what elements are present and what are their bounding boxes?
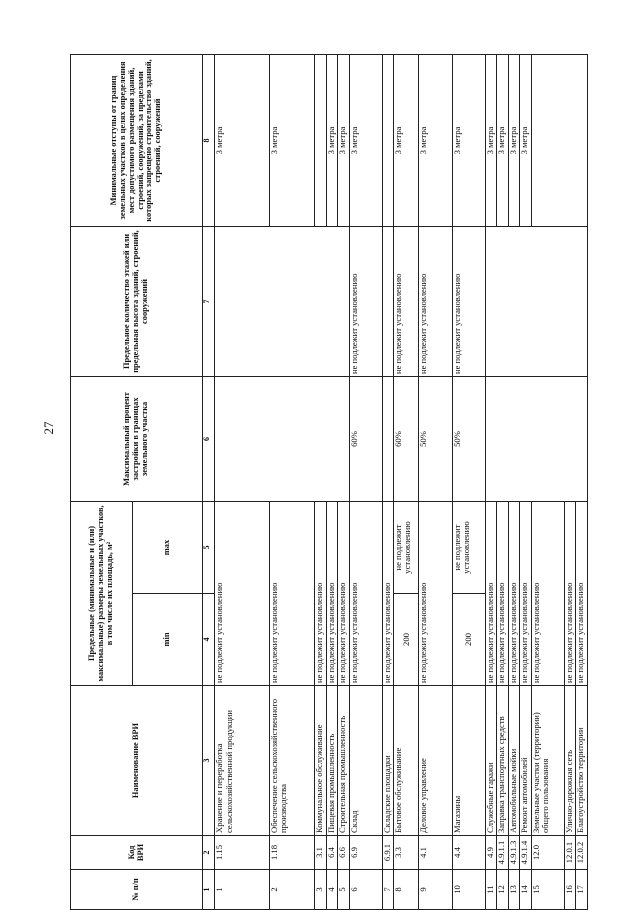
row-num: 12: [497, 870, 508, 910]
row-area: не подлежит установлению: [419, 502, 452, 686]
index-cell: 6: [203, 377, 215, 502]
row-max: не подлежит установлению: [394, 502, 419, 594]
row-area: не подлежит установлению: [485, 502, 496, 686]
row-area: не подлежит установлению: [315, 502, 326, 686]
row-max: не подлежит установлению: [452, 502, 485, 594]
row-coverage: [382, 377, 393, 502]
row-floors: не подлежит установлению: [394, 227, 419, 377]
row-min: 200: [452, 594, 485, 686]
table-row: [382, 55, 393, 910]
row-area: не подлежит установлению: [349, 502, 382, 686]
row-floors: не подлежит установлению: [349, 227, 382, 377]
index-cell: 5: [203, 502, 215, 594]
row-area: не подлежит установлению: [497, 502, 508, 686]
row-setback: 3 метра: [349, 55, 382, 227]
row-coverage: 60%: [394, 377, 419, 502]
row-num: 6: [349, 870, 382, 910]
row-num: 5: [338, 870, 349, 910]
row-name: Бытовое обслуживание: [394, 686, 419, 836]
row-name: Автомобильные мойки: [508, 686, 519, 836]
header-setback: Минимальные отступы от границ земельных участков в целях определения мест допустимого размещения зданий, строений, сооружений, за пределами которых запрещено строительство зданий, строений, сооружений: [71, 55, 203, 227]
table-row: [485, 55, 496, 910]
row-num: 14: [520, 870, 531, 910]
row-floors: не подлежит установлению: [419, 227, 452, 377]
row-area: не подлежит установлению: [338, 502, 349, 686]
row-code: 4.9.1.1: [497, 836, 508, 870]
row-code: 12.0.2: [576, 836, 588, 870]
row-num: 9: [419, 870, 452, 910]
row-setback: [382, 55, 393, 227]
row-num: 13: [508, 870, 519, 910]
index-cell: 4: [203, 594, 215, 686]
row-name: Строительная промышленность: [338, 686, 349, 836]
row-setback: [315, 55, 326, 227]
row-num: 2: [269, 870, 315, 910]
index-cell: 3: [203, 686, 215, 836]
row-code: 12.0: [531, 836, 564, 870]
row-floors: [382, 227, 393, 377]
row-area: не подлежит установлению: [269, 502, 315, 686]
row-area: не подлежит установлению: [382, 502, 393, 686]
index-cell: 1: [203, 870, 215, 910]
row-setback: 3 метра: [419, 55, 452, 227]
header-num: № п/п: [71, 870, 203, 910]
row-code: 4.1: [419, 836, 452, 870]
row-name: Склад: [349, 686, 382, 836]
row-coverage: [485, 377, 587, 502]
row-name: Земельные участки (территории) общего пользования: [531, 686, 564, 836]
row-num: 16: [565, 870, 576, 910]
row-code: 3.3: [394, 836, 419, 870]
row-min: 200: [394, 594, 419, 686]
row-setback: [531, 55, 587, 227]
row-name: Пищевая промышленность: [326, 686, 337, 836]
row-area: не подлежит установлению: [565, 502, 576, 686]
table-row: [419, 55, 452, 910]
row-code: 6.9: [349, 836, 382, 870]
row-name: Деловое управление: [419, 686, 452, 836]
row-setback: 3 метра: [326, 55, 337, 227]
header-name: Наименование ВРИ: [71, 686, 203, 836]
page-number: 27: [41, 421, 56, 435]
row-num: 3: [315, 870, 326, 910]
header-floors: Предельное количество этажей или предельная высота зданий, строений, сооружений: [71, 227, 203, 377]
index-cell: 7: [203, 227, 215, 377]
row-code: 12.0.1: [565, 836, 576, 870]
row-num: 11: [485, 870, 496, 910]
row-setback: 3 метра: [497, 55, 508, 227]
row-num: 8: [394, 870, 419, 910]
header-code: Код ВРИ: [71, 836, 203, 870]
row-num: 15: [531, 870, 564, 910]
row-setback: 3 метра: [520, 55, 531, 227]
row-coverage: 60%: [349, 377, 382, 502]
row-name: Благоустройство территории: [576, 686, 588, 836]
table-row: [215, 55, 269, 910]
row-num: 17: [576, 870, 588, 910]
rotated-table-sheet: [70, 55, 588, 910]
row-name: Хранение и переработка сельскохозяйственной продукции: [215, 686, 269, 836]
row-setback: 3 метра: [452, 55, 485, 227]
zoning-parameters-table: [70, 54, 588, 910]
row-code: 4.9: [485, 836, 496, 870]
row-name: Магазины: [452, 686, 485, 836]
row-setback: 3 метра: [485, 55, 496, 227]
row-name: Коммунальное обслуживание: [315, 686, 326, 836]
index-cell: 2: [203, 836, 215, 870]
index-cell: 8: [203, 55, 215, 227]
row-setback: 3 метра: [394, 55, 419, 227]
row-name: Складские площадки: [382, 686, 393, 836]
row-area: не подлежит установлению: [531, 502, 564, 686]
row-code: 6.6: [338, 836, 349, 870]
row-area: не подлежит установлению: [576, 502, 588, 686]
row-setback: 3 метра: [269, 55, 315, 227]
row-name: Обеспечение сельскохозяйственного производства: [269, 686, 315, 836]
column-index-row: [203, 55, 215, 910]
header-area-group: Предельные (минимальные и (или) максимальные) размеры земельных участков, в том числе их площадь, м²: [71, 502, 133, 686]
row-code: 6.4: [326, 836, 337, 870]
row-code: 1.18: [269, 836, 315, 870]
row-num: 4: [326, 870, 337, 910]
row-area: не подлежит установлению: [215, 502, 269, 686]
row-name: Ремонт автомобилей: [520, 686, 531, 836]
row-num: 10: [452, 870, 485, 910]
header-coverage: Максимальный процент застройки в границах земельного участка: [71, 377, 203, 502]
row-area: не подлежит установлению: [326, 502, 337, 686]
row-num: 7: [382, 870, 393, 910]
row-code: 3.1: [315, 836, 326, 870]
row-coverage: 50%: [452, 377, 485, 502]
row-code: 4.9.1.3: [508, 836, 519, 870]
row-area: не подлежит установлению: [508, 502, 519, 686]
table-row: [394, 55, 419, 910]
row-num: 1: [215, 870, 269, 910]
row-setback: 3 метра: [508, 55, 519, 227]
table-row: [349, 55, 382, 910]
row-coverage: [215, 377, 349, 502]
row-floors: [215, 227, 349, 377]
row-setback: 3 метра: [215, 55, 269, 227]
row-code: 4.9.1.4: [520, 836, 531, 870]
row-coverage: 50%: [419, 377, 452, 502]
row-name: Служебные гаражи: [485, 686, 496, 836]
row-code: 4.4: [452, 836, 485, 870]
row-floors: не подлежит установлению: [452, 227, 485, 377]
row-name: Улично-дорожная сеть: [565, 686, 576, 836]
row-area: не подлежит установлению: [520, 502, 531, 686]
row-code: 6.9.1: [382, 836, 393, 870]
row-floors: [485, 227, 587, 377]
header-min: min: [133, 594, 203, 686]
table-row: [452, 55, 485, 910]
row-setback: 3 метра: [338, 55, 349, 227]
row-code: 1.15: [215, 836, 269, 870]
row-name: Заправка транспортных средств: [497, 686, 508, 836]
header-max: max: [133, 502, 203, 594]
